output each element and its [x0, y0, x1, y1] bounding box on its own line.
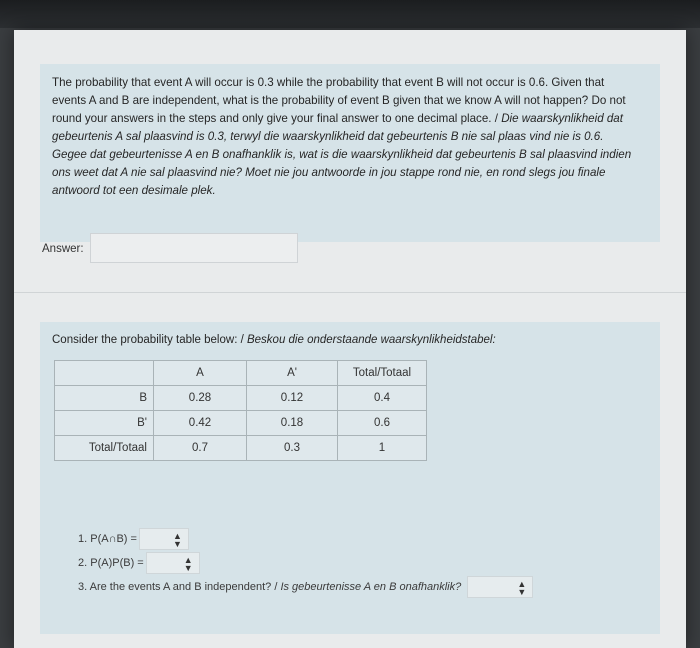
- table-cell: 0.4: [338, 386, 427, 411]
- sub-question-label: 1. P(A∩B) =: [78, 533, 137, 545]
- question-line-af: gebeurtenis A sal plaasvind is 0.3, terwyl die waarskynlikheid dat gebeurtenis B nie sal plaas vind nie is 0.6.: [52, 130, 604, 143]
- p-a-and-b-select[interactable]: [139, 528, 189, 550]
- answer-input[interactable]: [90, 233, 298, 263]
- table-cell: 0.3: [247, 436, 338, 461]
- table-row: [55, 411, 427, 436]
- sub-question-label-en: 3. Are the events A and B independent? /: [78, 581, 281, 593]
- table-cell: 0.6: [338, 411, 427, 436]
- table-header-cell: A: [154, 361, 247, 386]
- table-header-row: [55, 361, 427, 386]
- table-cell: 0.12: [247, 386, 338, 411]
- question-line-af: antwoord tot een desimale plek.: [52, 184, 216, 197]
- table-row-label: B': [55, 411, 154, 436]
- question-line-af: Die waarskynlikheid dat: [501, 112, 623, 125]
- answer-label: Answer:: [42, 243, 84, 255]
- question-line: events A and B are independent, what is the probability of event B given that we know A will not happen? Do not: [52, 94, 626, 107]
- sub-question-1: [78, 528, 189, 550]
- quiz-page: [14, 30, 686, 648]
- sub-question-2: [78, 552, 200, 574]
- question-line-af: Gegee dat gebeurtenisse A en B onafhanklik is, wat is die waarskynlikheid dat gebeurtenis B sal plaasvind indien: [52, 148, 632, 161]
- question-box: [40, 64, 660, 242]
- question-line: The probability that event A will occur is 0.3 while the probability that event B will not occur is 0.6. Given that: [52, 76, 605, 89]
- updown-caret-icon: ▲ ▼: [183, 555, 193, 573]
- table-header-cell: A': [247, 361, 338, 386]
- table-intro-en: Consider the probability table below: /: [52, 334, 247, 346]
- table-question-box: [40, 322, 660, 634]
- table-row: [55, 386, 427, 411]
- independent-select[interactable]: [467, 576, 533, 598]
- table-header-cell: [55, 361, 154, 386]
- updown-caret-icon: ▲ ▼: [173, 531, 182, 549]
- sub-question-label-af: Is gebeurtenisse A en B onafhanklik?: [280, 581, 462, 593]
- question-line: round your answers in the steps and only give your final answer to one decimal place. /: [52, 112, 502, 125]
- sub-question-label: [78, 581, 461, 593]
- table-cell: 1: [338, 436, 427, 461]
- section-divider: [14, 292, 686, 293]
- table-row-label: Total/Totaal: [55, 436, 154, 461]
- question-line-af: ons weet dat A nie sal plaasvind nie? Moet nie jou antwoorde in jou stappe rond nie, en rond slegs jou finale: [52, 166, 606, 179]
- table-cell: 0.28: [154, 386, 247, 411]
- question-text: [40, 64, 660, 200]
- screen-bezel: [0, 0, 700, 28]
- probability-table: [54, 360, 427, 461]
- sub-question-label: 2. P(A)P(B) =: [78, 557, 144, 569]
- table-cell: 0.18: [247, 411, 338, 436]
- table-row-label: B: [55, 386, 154, 411]
- sub-question-3: [78, 576, 533, 598]
- table-cell: 0.7: [154, 436, 247, 461]
- table-intro-af: Beskou die onderstaande waarskynlikheidstabel:: [246, 334, 496, 346]
- table-cell: 0.42: [154, 411, 247, 436]
- table-row: [55, 436, 427, 461]
- table-header-cell: Total/Totaal: [338, 361, 427, 386]
- updown-caret-icon: ▲ ▼: [517, 579, 527, 597]
- p-a-times-p-b-select[interactable]: [146, 552, 200, 574]
- table-intro: [52, 334, 496, 346]
